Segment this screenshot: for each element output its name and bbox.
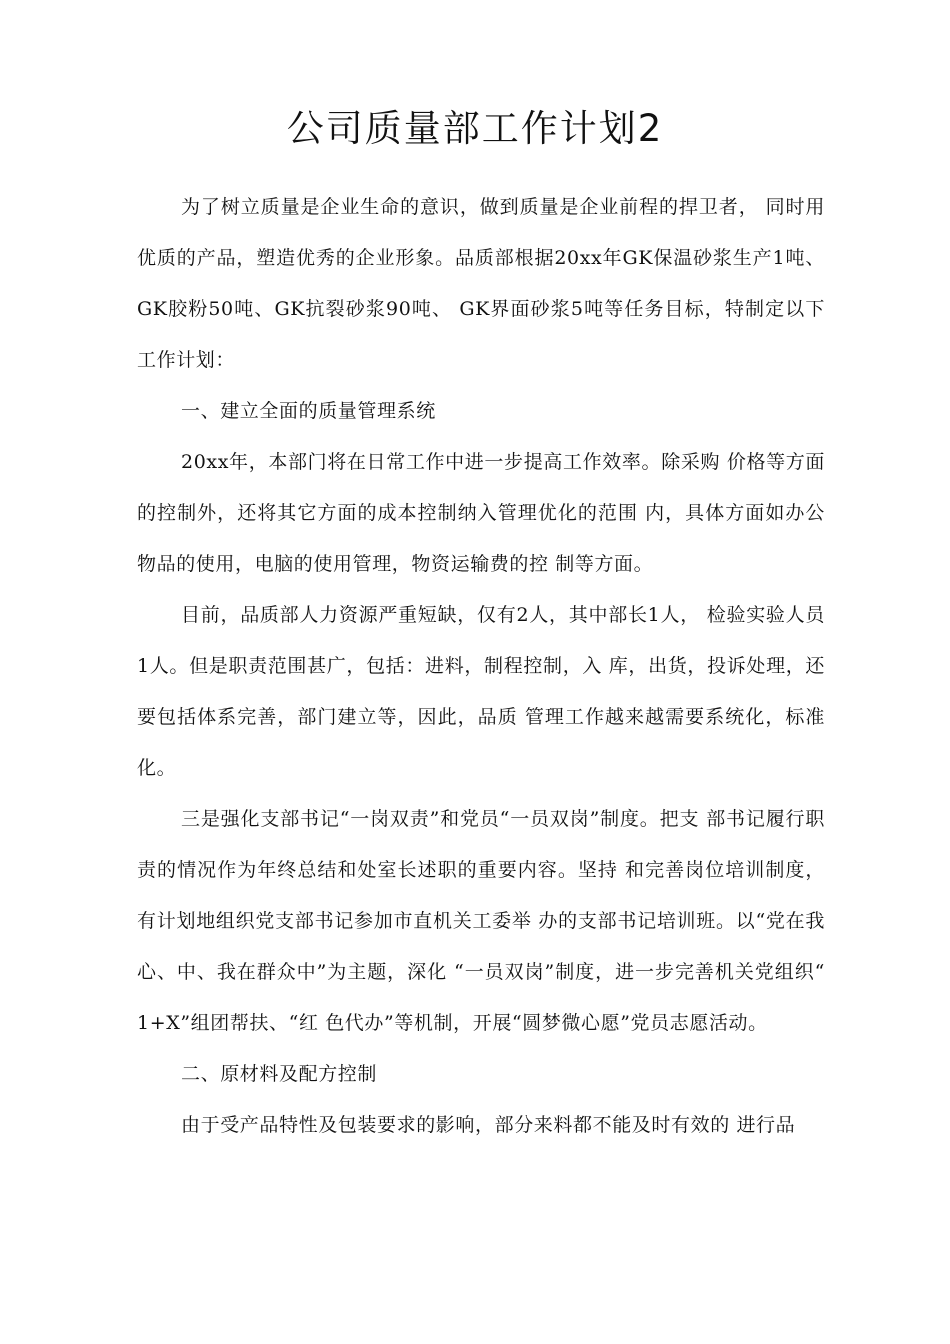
section-heading-2: 二、原材料及配方控制 [181, 1063, 378, 1085]
paragraph-party-duties: 三是强化支部书记“一岗双责”和党员“一员双岗”制度。把支 部书记履行职责的情况作为年终总结和处室长述职的重要内容。坚持 和完善岗位培训制度，有计划地组织党支部书记参加市直机关工委举 办的支部书记培训班。以“党在我心、中、我在群众中”为主题，深化 “一员双岗”制度，进一步完善机关党组织“ 1+X”组团帮扶、“红 色代办”等机制，开展“圆梦微心愿”党员志愿活动。 [137, 808, 825, 1034]
paragraph-staffing: 目前，品质部人力资源严重短缺，仅有2人，其中部长1人， 检验实验人员1人。但是职责范围甚广，包括：进料，制程控制，入 库，出货，投诉处理，还要包括体系完善，部门建立等，因此，品质 管理工作越来越需要系统化，标准化。 [137, 604, 825, 779]
document-title: 公司质量部工作计划2 [286, 107, 664, 150]
document-body [137, 182, 825, 1151]
paragraph-cost-control: 20xx年，本部门将在日常工作中进一步提高工作效率。除采购 价格等方面的控制外，还将其它方面的成本控制纳入管理优化的范围 内，具体方面如办公物品的使用，电脑的使用管理，物资运输费的控 制等方面。 [137, 451, 825, 575]
section-heading-1: 一、建立全面的质量管理系统 [181, 400, 436, 422]
paragraph-materials: 由于受产品特性及包装要求的影响，部分来料都不能及时有效的 进行品 [181, 1114, 796, 1136]
intro-paragraph: 为了树立质量是企业生命的意识，做到质量是企业前程的捍卫者， 同时用优质的产品，塑造优秀的企业形象。品质部根据20xx年GK保温砂浆生产1吨、GK胶粉50吨、GK抗裂砂浆90吨、 GK界面砂浆5吨等任务目标，特制定以下工作计划： [137, 196, 825, 371]
